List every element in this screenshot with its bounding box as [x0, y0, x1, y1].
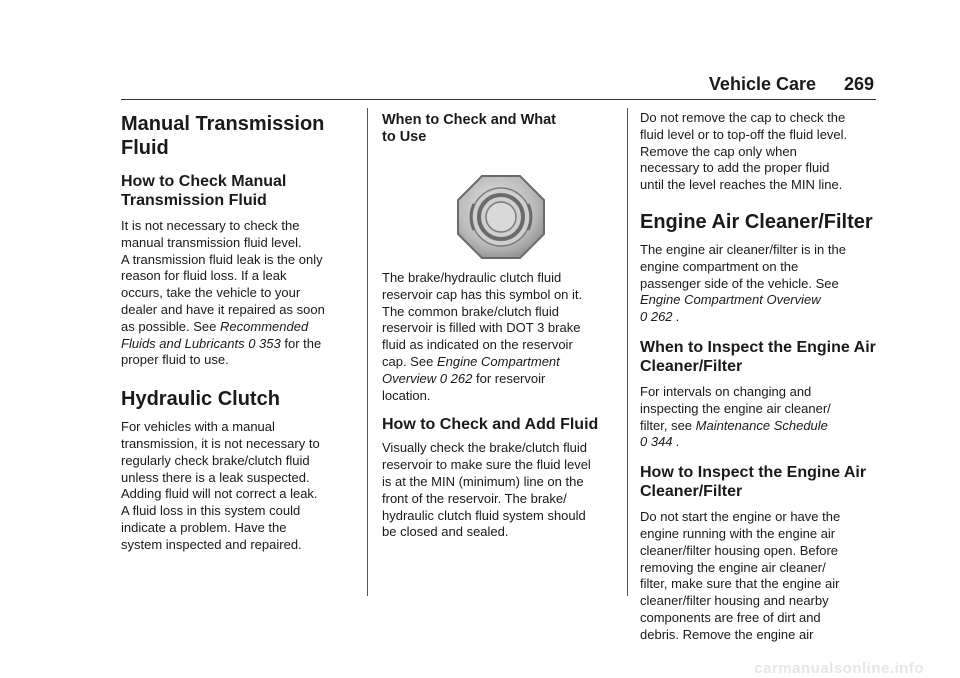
page-ref-344[interactable]: 0 344 .	[640, 434, 680, 450]
header-page-number: 269	[843, 74, 874, 94]
link-maintenance-schedule[interactable]: Maintenance Schedule	[695, 417, 828, 433]
link-engine-compartment[interactable]: Engine Compartment	[436, 353, 560, 369]
paragraph-do-not-remove-cap: Do not remove the cap to check the fluid level or to top-off the fluid level. Remove the cap only when necessary to add the proper fluid until the level reaches the MIN line.	[640, 110, 848, 193]
subsection-title-how-to-check: How to Check Manual Transmission Fluid	[121, 173, 287, 209]
link-recommended-fluids[interactable]: Recommended	[220, 318, 309, 334]
paragraph-when-to-check: The brake/hydraulic clutch fluid reservoir cap has this symbol on it. The common brake/clutch fluid reservoir is filled with DOT 3 brake fluid as indicated on the reservoir cap. See Engine Compartment Overview 0 262 for reservoir location.	[382, 270, 583, 403]
brake-fluid-reservoir-cap-icon	[456, 174, 546, 260]
column-2	[382, 110, 616, 541]
column-divider	[627, 108, 628, 596]
paragraph-air-cleaner-location: The engine air cleaner/filter is in the engine compartment on the passenger side of the vehicle. See Engine Compartment Overview 0 262 .	[640, 241, 846, 325]
link-engine-compartment-overview[interactable]: Engine Compartment Overview	[640, 292, 821, 308]
link-overview[interactable]: Overview	[382, 370, 437, 386]
column-divider	[367, 108, 368, 596]
section-title-hydraulic-clutch: Hydraulic Clutch	[121, 388, 280, 411]
subsection-title-how-to-inspect: How to Inspect the Engine Air Cleaner/Filter	[640, 464, 867, 501]
link-fluids-and-lubricants[interactable]: Fluids and Lubricants	[121, 335, 245, 351]
header-section-title: Vehicle Care	[708, 74, 816, 94]
page-ref-262[interactable]: 0 262	[439, 370, 473, 386]
page-ref-262[interactable]: 0 262 .	[640, 309, 680, 325]
paragraph-inspect-intervals: For intervals on changing and inspecting the engine air cleaner/ filter, see Maintenance Schedule 0 344 .	[640, 383, 831, 450]
subsection-title-when-to-check: When to Check and What to Use	[382, 112, 556, 145]
page-header	[121, 70, 876, 100]
watermark-text: carmanualsonline.info	[754, 660, 924, 677]
paragraph-hydraulic-clutch: For vehicles with a manual transmission, it is not necessary to regularly check brake/clutch fluid unless there is a leak suspected. Adding fluid will not correct a leak. A fluid loss in this system could indicate a problem. Have the system inspected and repaired.	[121, 419, 320, 552]
subsection-title-when-to-inspect: When to Inspect the Engine Air Cleaner/Filter	[640, 338, 876, 375]
paragraph-check-and-add: Visually check the brake/clutch fluid reservoir to make sure the fluid level is at the MIN (minimum) line on the front of the reservoir. The brake/ hydraulic clutch fluid system should be closed and sealed.	[382, 440, 591, 540]
subsection-title-check-and-add-fluid: How to Check and Add Fluid	[382, 416, 599, 434]
page-ref-353[interactable]: 0 353	[248, 335, 281, 351]
section-title-engine-air-cleaner: Engine Air Cleaner/Filter	[640, 210, 873, 233]
column-3	[640, 110, 878, 644]
paragraph-how-to-inspect: Do not start the engine or have the engine running with the engine air cleaner/filter housing open. Before removing the engine air cleaner/ filter, make sure that the engine air cleaner/filter housing and nearby components are free of dirt and debris. Remove the engine air	[640, 509, 841, 642]
footer	[0, 660, 960, 678]
paragraph-check-fluid: It is not necessary to check the manual transmission fluid level. A transmission fluid leak is the only reason for fluid loss. If a leak occurs, take the vehicle to your dealer and have it repaired as soon as possible. See Recommended Fluids and Lubricants 0 353 for the proper fluid to use.	[121, 218, 325, 368]
section-title-manual-transmission-fluid: Manual Transmission Fluid	[121, 113, 325, 159]
column-1	[121, 110, 353, 554]
